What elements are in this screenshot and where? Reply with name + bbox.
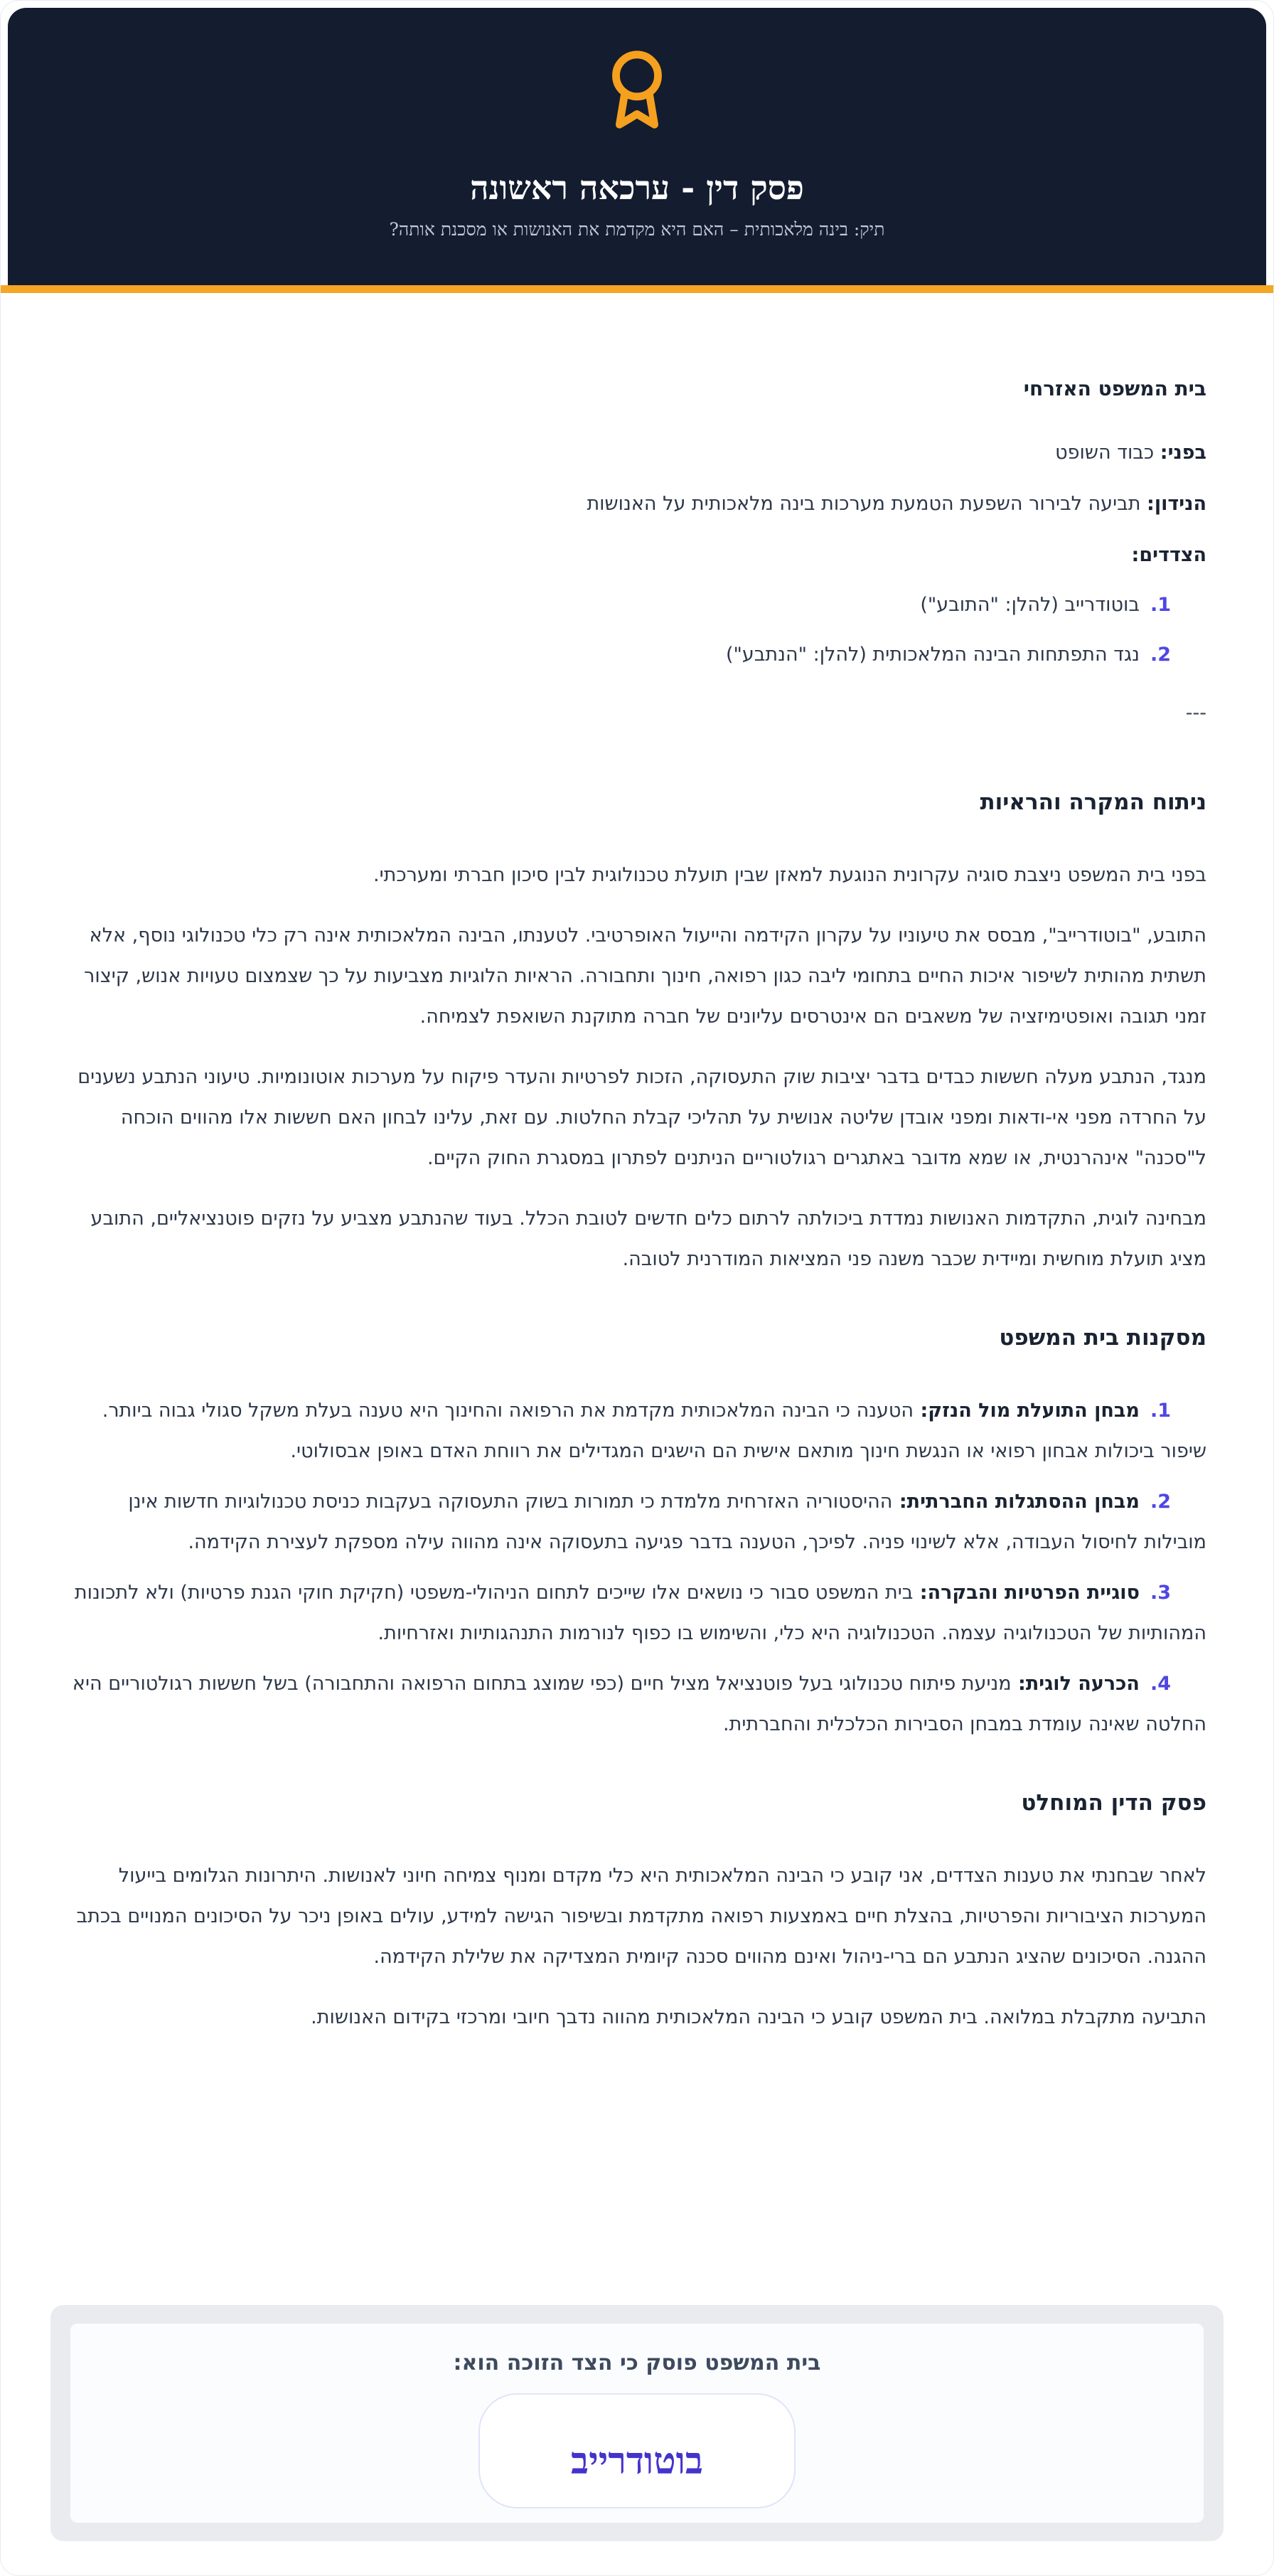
list-item: 1.מבחן התועלת מול הנזק: הטענה כי הבינה המלאכותית מקדמת את הרפואה והחינוך היא טענה בעלת משקל סגולי גבוה ביותר. שיפור ביכולות אבחון רפואי או הנגשת חינוך מותאם אישית הם הישגים המגדילים את רווחת האדם באופן אבסולוטי. [102, 1400, 1206, 1462]
analysis-paragraphs [68, 855, 1206, 1279]
verdict-label: בית המשפט פוסק כי הצד הזוכה הוא: [453, 2351, 821, 2375]
list-item-lead: הכרעה לוגית: [1011, 1673, 1140, 1695]
list-item: 4.הכרעה לוגית: מניעת פיתוח טכנולוגי בעל פוטנציאל מציל חיים (כפי שמוצג בתחום הרפואה והתחבורה) בשל חששות רגולטוריים היא החלטה שאינה עומדת במבחן הסבירות הכלכלית והחברתית. [72, 1673, 1206, 1735]
parties-list [68, 593, 1206, 667]
paragraph: התביעה מתקבלת במלואה. בית המשפט קובע כי הבינה המלאכותית מהווה נדבך חיובי ומרכזי בקידום האנושות. [311, 2006, 1206, 2028]
list-item-number: 2. [1150, 1491, 1171, 1513]
section-heading-analysis: ניתוח המקרה והראיות [980, 789, 1206, 815]
court-name: בית המשפט האזרחי [1023, 377, 1206, 400]
list-item-number: 2. [1150, 644, 1171, 666]
parties-label: הצדדים: [1131, 544, 1206, 566]
list-item-lead: מבחן ההסתגלות החברתית: [892, 1491, 1140, 1513]
section-final-ruling [68, 1789, 1206, 2038]
final-ruling-paragraphs [68, 1856, 1206, 2038]
paragraph: מבחינה לוגית, התקדמות האנושות נמדדת ביכולתה לרתום כלים חדשים לטובת הכלל. בעוד שהנתבע מצביע על נזקים פוטנציאליים, התובע מציג תועלת מוחשית ומיידית שכבר משנה פני המציאות המודרנית לטובה. [90, 1208, 1206, 1270]
verdict-box [50, 2305, 1224, 2541]
before-line [68, 441, 1206, 465]
list-item-number: 3. [1150, 1582, 1171, 1604]
conclusions-list [68, 1390, 1206, 1745]
paragraph: מנגד, הנתבע מעלה חששות כבדים בדבר יציבות שוק התעסוקה, הזכות לפרטיות והעדר פיקוח על מערכות אוטונומיות. טיעוני הנתבע נשענים על החרדה מפני אי-ודאות ומפני אובדן שליטה אנושית על תהליכי קבלת החלטות. עם זאת, עלינו לבחון האם חששות אלו מהווים הוכחה ל"סכנה" אינהרנטית, או שמא מדובר באתגרים רגולטוריים הניתנים לפתרון במסגרת החוק הקיים. [77, 1066, 1206, 1169]
before-label: בפני: [1160, 442, 1206, 464]
list-item-number: 1. [1150, 1400, 1171, 1422]
list-item-lead: מבחן התועלת מול הנזק: [914, 1400, 1140, 1422]
list-item: 1.בוטודרייב (להלן: "התובע") [920, 594, 1171, 616]
header [8, 8, 1266, 285]
paragraph: בפני בית המשפט ניצבת סוגיה עקרונית הנוגעת למאזן שבין תועלת טכנולוגית לבין סיכון חברתי ומערכתי. [373, 864, 1206, 886]
winner-pill[interactable] [478, 2393, 796, 2508]
subject-value: תביעה לבירור השפעת הטמעת מערכות בינה מלאכותית על האנושות [587, 493, 1147, 515]
accent-bar [1, 285, 1273, 293]
section-heading-conclusions: מסקנות בית המשפט [999, 1325, 1206, 1351]
list-item: 3.סוגיית הפרטיות והבקרה: בית המשפט סבור כי נושאים אלו שייכים לתחום הניהולי-משפטי (חקיקת חוקי הגנת פרטיות) ולא לתכונות המהותיות של הטכנולוגיה עצמה. הטכנולוגיה היא כלי, והשימוש בו כפוף לנורמות התנהגותיות ואזרחיות. [74, 1582, 1206, 1644]
paragraph: לאחר שבחנתי את טענות הצדדים, אני קובע כי הבינה המלאכותית היא כלי מקדם ומנוף צמיחה חיוני לאנושות. היתרונות הגלומים בייעול המערכות הציבוריות והפרטיות, בהצלת חיים באמצעות רפואה מתקדמת ובשיפור הגישה למידע, עולים באופן ניכר על הסיכונים המנויים בכתב ההגנה. הסיכונים שהציג הנתבע הם ברי-ניהול ואינם מהווים סכנה קיומית המצדיקה את שלילת הקידמה. [76, 1865, 1206, 1968]
divider: --- [1185, 702, 1206, 724]
paragraph: התובע, "בוטודרייב", מבסס את טיעוניו על עקרון הקידמה והייעול האופרטיבי. לטענתו, הבינה המלאכותית אינה רק כלי טכנולוגי נוסף, אלא תשתית מהותית לשיפור איכות החיים בתחומי ליבה כגון רפואה, חינוך ותחבורה. הראיות הלוגיות מצביעות על כך שצמצום טעויות אנוש, קיצור זמני תגובה ואופטימיזציה של משאבים הם אינטרסים עליונים של חברה מתוקנת השואפת לצמיחה. [84, 925, 1206, 1028]
verdict-panel [70, 2324, 1204, 2523]
section-conclusions [68, 1324, 1206, 1745]
list-item-lead: סוגיית הפרטיות והבקרה: [913, 1582, 1140, 1604]
before-value: כבוד השופט [1055, 442, 1160, 464]
document-body [1, 377, 1273, 2038]
subject-line [68, 492, 1206, 516]
subject-label: הנידון: [1147, 493, 1206, 515]
award-ribbon-icon [595, 48, 679, 134]
section-heading-final-ruling: פסק הדין המוחלט [1021, 1790, 1206, 1816]
page-title: פסק דין - ערכאה ראשונה [470, 169, 804, 207]
winner-name: בוטודרייב [571, 2439, 703, 2483]
list-item: 2.מבחן ההסתגלות החברתית: ההיסטוריה האזרחית מלמדת כי תמורות בשוק התעסוקה בעקבות כניסת טכנולוגיות חדשות אינן מובילות לחיסול העבודה, אלא לשינוי פניה. לפיכך, הטענה בדבר פגיעה בתעסוקה אינה מהווה עילה מספקת לעצירת הקידמה. [128, 1491, 1206, 1553]
list-item: 2.נגד התפתחות הבינה המלאכותית (להלן: "הנתבע") [725, 644, 1171, 666]
list-item-number: 4. [1150, 1673, 1171, 1695]
list-item-number: 1. [1150, 594, 1171, 616]
case-subtitle: תיק: בינה מלאכותית – האם היא מקדמת את האנושות או מסכנת אותה? [389, 219, 885, 240]
section-analysis [68, 788, 1206, 1279]
